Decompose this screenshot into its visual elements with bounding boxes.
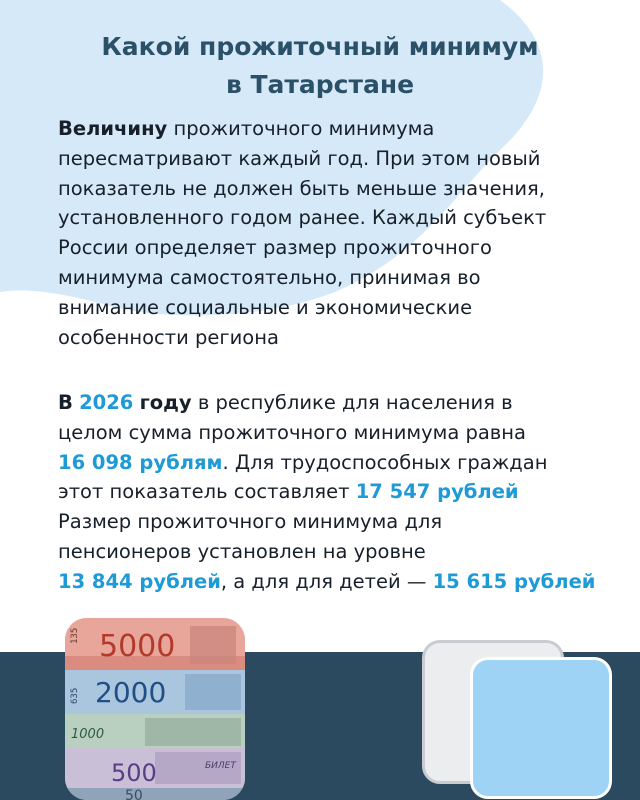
text-span: в республике для населения в [197,391,513,414]
text-span: этот показатель составляет [58,480,356,504]
paragraph-line [58,114,618,144]
total-amount: 16 098 рублям [58,450,223,474]
pension-amount: 13 844 рублей [58,569,221,593]
banknotes-photo [65,618,245,800]
paragraph-line: минимума самостоятельно, принимая во [58,265,481,289]
paragraph-line: установленного годом ранее. Каждый субъект [58,206,547,230]
title-line-2: в Татарстане [225,70,415,99]
banknote-label-text: БИЛЕТ [205,761,236,771]
text-span: , а для для детей — [220,569,433,593]
title-line-1: Какой прожиточный минимум [101,32,539,61]
page-title [60,28,580,104]
paragraph-line: целом сумма прожиточного минимума равна [58,420,526,444]
amounts-paragraph [58,388,618,597]
decorative-card-front [470,657,612,799]
paragraph-line: особенности региона [58,325,279,349]
paragraph-line [58,477,618,507]
year-word: году [139,391,192,414]
text-span: . Для трудоспособных граждан [222,450,548,474]
in-word: В [58,391,73,414]
working-amount: 17 547 рублей [355,480,519,504]
note-2000-text: 2000 [95,676,167,709]
paragraph-line: пенсионеров установлен на уровне [58,539,426,563]
note-50-text: 50 [125,788,143,800]
note-1000-text: 1000 [71,727,105,742]
text-span: прожиточного минимума [167,117,435,140]
paragraph-line: Размер прожиточного минимума для [58,510,443,534]
paragraph-line [58,388,618,418]
note-5000-text: 5000 [99,629,176,664]
serial-text: 135 [70,627,80,644]
lead-word: Величину [58,117,168,140]
paragraph-line: показатель не должен быть меньше значения, [58,176,545,200]
paragraph-line: пересматривают каждый год. При этом новый [58,146,541,170]
paragraph-line [58,567,618,597]
paragraph-line: внимание социальные и экономические [58,295,473,319]
paragraph-line: России определяет размер прожиточного [58,236,492,260]
intro-paragraph [58,114,618,352]
serial-text: 635 [70,687,80,704]
note-500-text: 500 [111,759,157,787]
year-value: 2026 [79,391,134,414]
paragraph-line [58,448,618,478]
children-amount: 15 615 рублей [432,569,596,593]
